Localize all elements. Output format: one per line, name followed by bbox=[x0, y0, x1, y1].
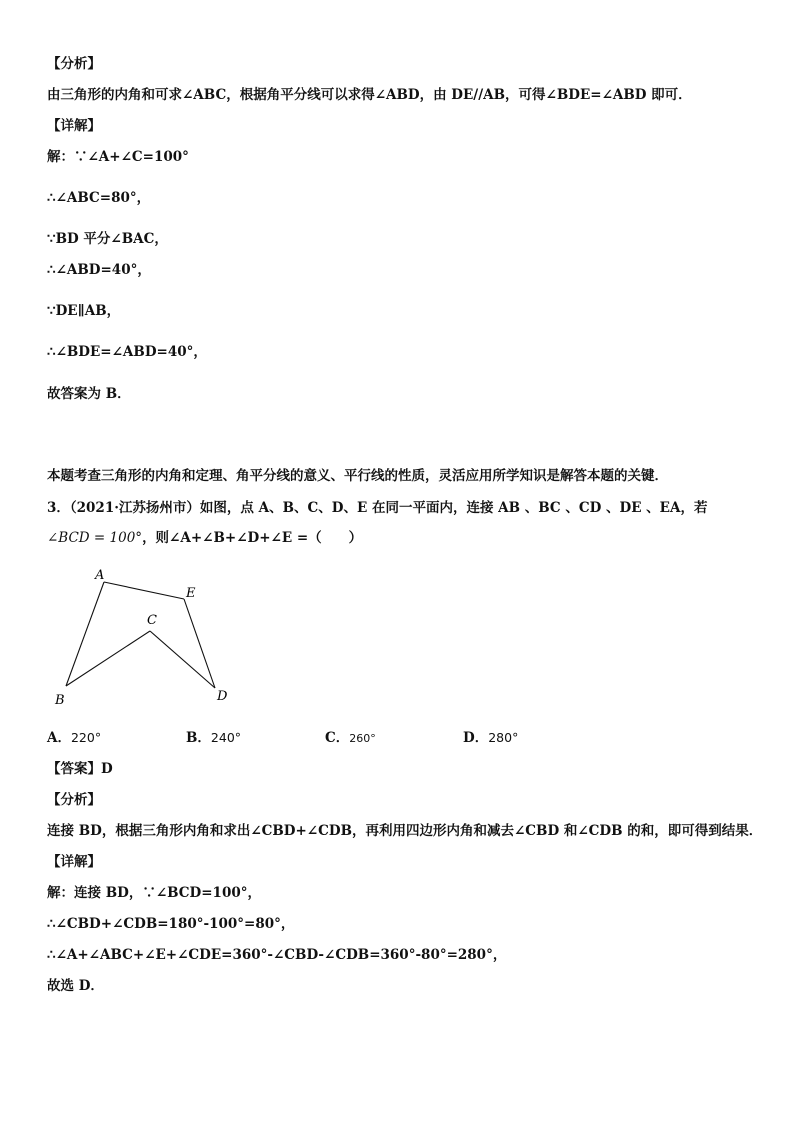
solution-step: ∵DE∥AB， bbox=[47, 303, 121, 319]
label-d: D bbox=[217, 689, 228, 704]
question-stem: 3．（2021·江苏扬州市）如图，点 A、B、C、D、E 在同一平面内，连接 AB 、BC 、CD 、DE 、EA，若 bbox=[47, 500, 708, 516]
option-a[interactable]: A．220° bbox=[47, 730, 102, 746]
solution-step: 解：∵∠A+∠C=100° bbox=[47, 149, 189, 165]
solution-step: ∵BD 平分∠BAC， bbox=[47, 231, 168, 247]
segment-bc bbox=[66, 631, 150, 686]
label-c: C bbox=[147, 613, 157, 628]
solution-step: ∴∠ABD=40°， bbox=[47, 262, 151, 278]
conclusion-q3: 故选 D． bbox=[47, 978, 104, 994]
option-d[interactable]: D．280° bbox=[463, 730, 519, 746]
option-b[interactable]: B．240° bbox=[186, 730, 242, 746]
analysis-text: 由三角形的内角和可求∠ABC，根据角平分线可以求得∠ABD，由 DE//AB，可得∠BDE=∠ABD 即可． bbox=[47, 87, 692, 103]
detail-heading-q3: 【详解】 bbox=[47, 854, 101, 870]
detail-heading: 【详解】 bbox=[47, 118, 101, 134]
solution-step-q3: 解：连接 BD，∵∠BCD=100°， bbox=[47, 885, 261, 901]
answer: 【答案】D bbox=[47, 761, 113, 777]
analysis-text-q3: 连接 BD，根据三角形内角和求出∠CBD+∠CDB，再利用四边形内角和减去∠CBD 和∠CDB 的和，即可得到结果． bbox=[47, 823, 763, 839]
option-c[interactable]: C．260° bbox=[325, 730, 376, 746]
label-a: A bbox=[95, 568, 105, 583]
segment-ab bbox=[66, 582, 104, 686]
analysis-heading-q3: 【分析】 bbox=[47, 792, 101, 808]
analysis-heading: 【分析】 bbox=[47, 56, 101, 72]
question-ask: ，则∠A+∠B+∠D+∠E =（ ） bbox=[142, 530, 363, 546]
label-b: B bbox=[55, 693, 65, 708]
comment: 本题考查三角形的内角和定理、角平分线的意义、平行线的性质，灵活应用所学知识是解答本题的关键． bbox=[47, 468, 668, 484]
label-e: E bbox=[186, 586, 196, 601]
solution-step: ∴∠ABC=80°， bbox=[47, 190, 151, 206]
solution-step-q3: ∴∠CBD+∠CDB=180°-100°=80°， bbox=[47, 916, 295, 932]
conclusion: 故答案为 B． bbox=[47, 386, 131, 402]
solution-step: ∴∠BDE=∠ABD=40°， bbox=[47, 344, 207, 360]
given-angle: ∠BCD = 100° bbox=[47, 530, 143, 546]
solution-step-q3: ∴∠A+∠ABC+∠E+∠CDE=360°-∠CBD-∠CDB=360°-80°=280°， bbox=[47, 947, 507, 963]
segment-ea bbox=[104, 582, 184, 599]
